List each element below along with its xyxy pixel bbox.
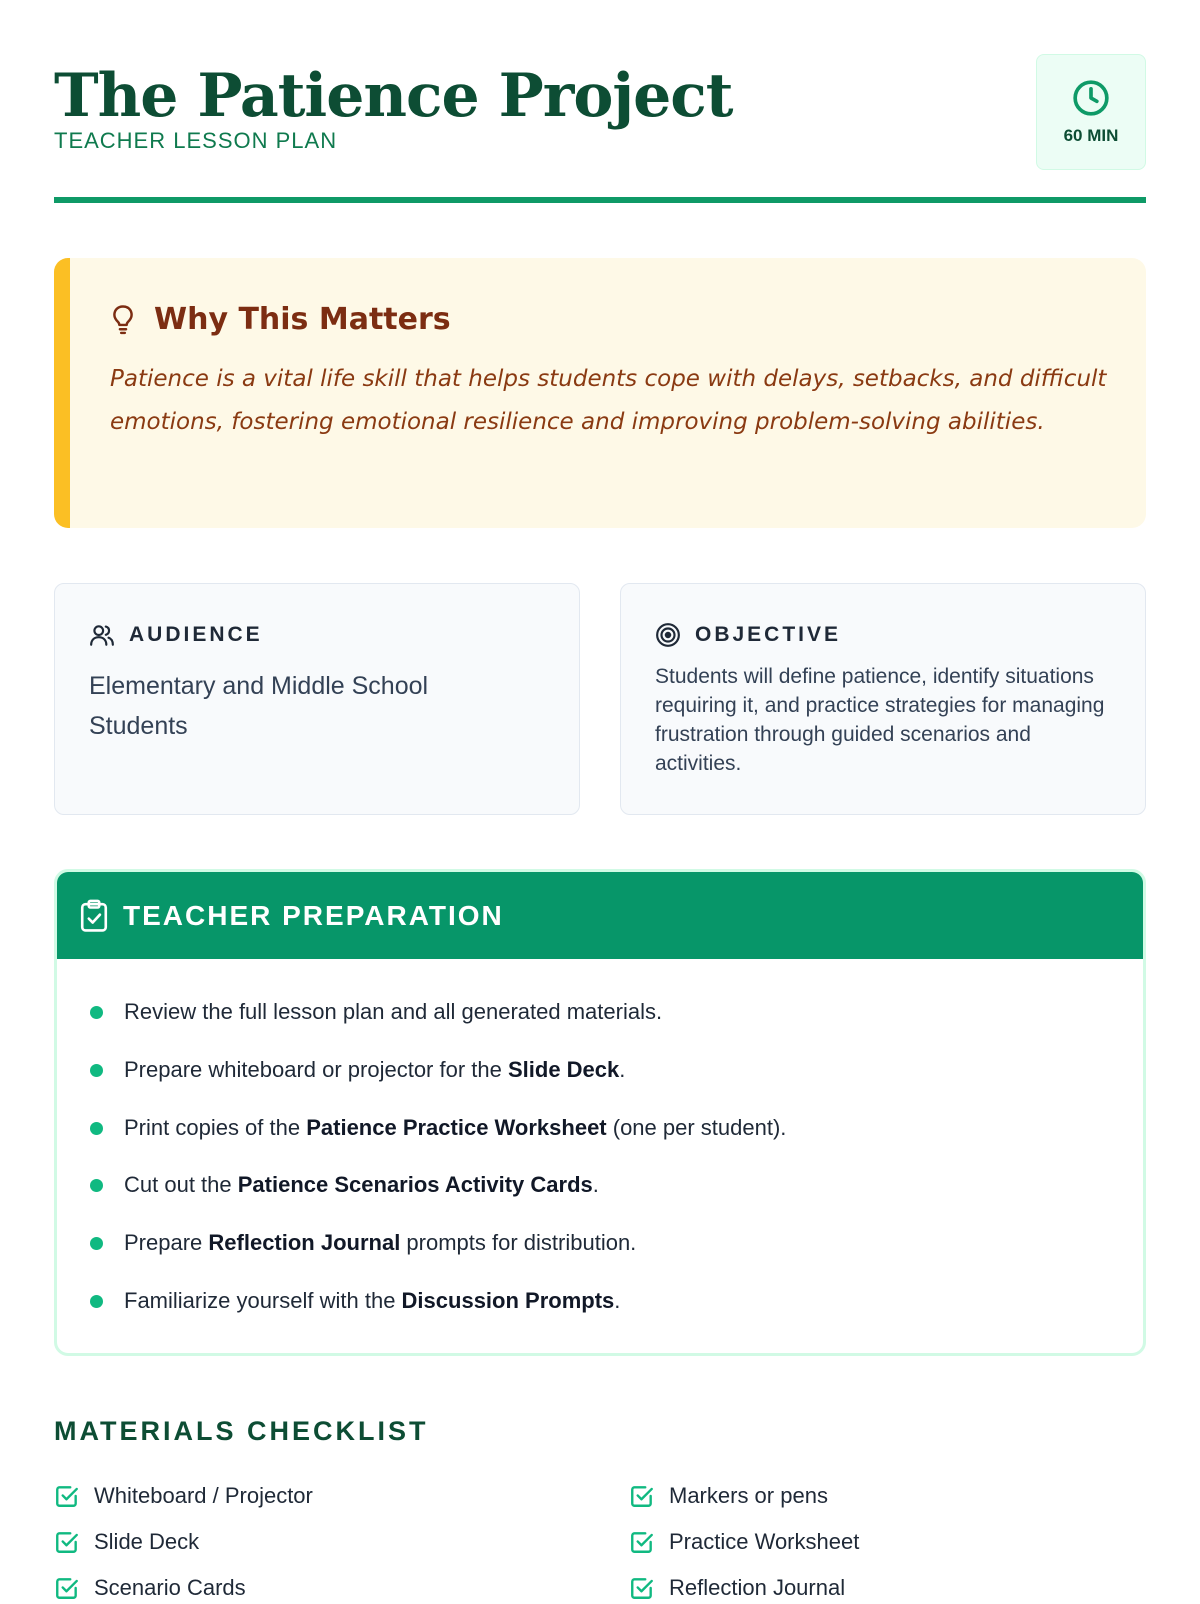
objective-text: Students will define patience, identify situations requiring it, and practice strategies for managing frustration through guided scenarios and activities.: [655, 665, 1105, 775]
duration-label: 60 MIN: [1063, 126, 1119, 145]
item-bold: Slide Deck: [507, 1057, 620, 1082]
preparation-header: [57, 872, 1143, 959]
audience-card: [54, 583, 580, 815]
item-text-after: prompts for distribution.: [400, 1230, 637, 1255]
list-item: [57, 992, 1143, 1032]
checklist-label: Scenario Cards: [94, 1575, 246, 1600]
header: [54, 52, 1146, 202]
item-bold: Patience Scenarios Activity Cards: [237, 1172, 593, 1197]
item-text: Review the full lesson plan and all generated materials.: [124, 999, 663, 1024]
checklist-item: [629, 1526, 859, 1558]
list-item: [57, 1108, 1143, 1148]
audience-text: Elementary and Middle School Students: [89, 672, 429, 740]
why-header: [110, 302, 451, 337]
materials-title: MATERIALS CHECKLIST: [54, 1416, 429, 1446]
checkbox-checked-icon: [629, 1529, 655, 1555]
checklist-label: Slide Deck: [94, 1529, 200, 1554]
checkbox-checked-icon: [54, 1575, 80, 1601]
checklist-item: [629, 1480, 828, 1512]
objective-header: [655, 622, 841, 648]
item-text: Cut out the: [124, 1172, 238, 1197]
item-text: Prepare: [124, 1230, 209, 1255]
item-bold: Patience Practice Worksheet: [306, 1115, 607, 1140]
target-icon: [655, 622, 681, 648]
objective-card: [620, 583, 1146, 815]
checklist-item: [629, 1572, 845, 1604]
item-text-after: .: [619, 1057, 626, 1082]
item-text-after: .: [614, 1288, 621, 1313]
item-text-after: (one per student).: [606, 1115, 787, 1140]
duration-badge: [1036, 54, 1146, 170]
checkbox-checked-icon: [629, 1483, 655, 1509]
teacher-preparation-card: [54, 869, 1146, 1356]
audience-header: [89, 622, 263, 648]
why-description: Patience is a vital life skill that helps students cope with delays, setbacks, and difficult emotions, fostering emotional resilience and improving problem-solving abilities.: [110, 366, 1107, 435]
checklist-label: Whiteboard / Projector: [94, 1483, 313, 1508]
preparation-title: TEACHER PREPARATION: [123, 899, 504, 931]
checklist-label: Practice Worksheet: [669, 1529, 860, 1554]
users-icon: [89, 622, 115, 648]
audience-label: AUDIENCE: [129, 623, 263, 646]
item-text-after: .: [592, 1172, 599, 1197]
checklist-item: [54, 1572, 246, 1604]
list-item: [57, 1223, 1143, 1263]
checklist-item: [54, 1480, 313, 1512]
header-divider: [54, 197, 1146, 203]
item-bold: Reflection Journal: [208, 1230, 401, 1255]
checkbox-checked-icon: [629, 1575, 655, 1601]
clock-icon: [1071, 78, 1111, 118]
checklist-label: Reflection Journal: [669, 1575, 846, 1600]
item-bold: Discussion Prompts: [401, 1288, 615, 1313]
list-item: [57, 1050, 1143, 1090]
checkbox-checked-icon: [54, 1483, 80, 1509]
lightbulb-icon: [110, 304, 136, 336]
page-subtitle: TEACHER LESSON PLAN: [54, 128, 338, 153]
checklist-label: Markers or pens: [669, 1483, 828, 1508]
checklist-item: [54, 1526, 199, 1558]
why-this-matters-card: [54, 258, 1146, 528]
clipboard-check-icon: [79, 899, 109, 933]
why-title: Why This Matters: [154, 302, 451, 337]
item-text: Prepare whiteboard or projector for the: [124, 1057, 508, 1082]
item-text: Print copies of the: [124, 1115, 307, 1140]
list-item: [57, 1281, 1143, 1321]
page-title: The Patience Project: [54, 61, 733, 131]
item-text: Familiarize yourself with the: [124, 1288, 402, 1313]
checkbox-checked-icon: [54, 1529, 80, 1555]
list-item: [57, 1165, 1143, 1205]
objective-label: OBJECTIVE: [695, 623, 842, 646]
